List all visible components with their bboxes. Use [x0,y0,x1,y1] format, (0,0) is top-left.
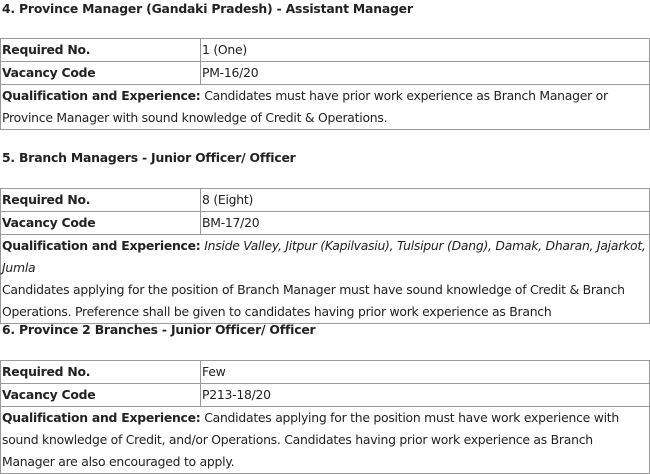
vacancy-section-4 [0,0,650,130]
vacancy-code-label: Vacancy Code [1,62,201,85]
required-no-label: Required No. [1,361,201,384]
vacancy-code-value: PM-16/20 [201,62,650,85]
section-heading: 4. Province Manager (Gandaki Pradesh) - Assistant Manager [2,1,413,16]
qualification-cell [1,85,650,130]
vacancy-table [0,38,650,130]
section-heading: 6. Province 2 Branches - Junior Officer/ Officer [2,322,316,337]
table-row [1,235,650,324]
qualification-locations: Inside Valley, Jitpur (Kapilvasiu), Tulsipur (Dang), Damak, Dharan, Jajarkot, Jumla [2,238,646,275]
vacancy-code-value: BM-17/20 [201,212,650,235]
table-row [1,212,650,235]
table-row [1,62,650,85]
required-no-value: Few [201,361,650,384]
qualification-cell [1,235,650,324]
table-row [1,39,650,62]
table-row [1,189,650,212]
qualification-text: Candidates applying for the position must have work experience with sound knowledge of Credit, and/or Operations. Candidates having prior work experience as Branch Manager are also encouraged to apply. [2,410,619,469]
vacancy-section-6 [0,322,650,474]
qualification-label: Qualification and Experience: [2,410,201,425]
qualification-text: Candidates applying for the position of Branch Manager must have sound knowledge of Credit & Branch Operations. Preference shall be given to candidates having prior work experience as Branch [2,282,625,319]
required-no-value: 8 (Eight) [201,189,650,212]
qualification-cell [1,407,650,474]
vacancy-code-value: P213-18/20 [201,384,650,407]
vacancy-code-label: Vacancy Code [1,384,201,407]
qualification-label: Qualification and Experience: [2,238,201,253]
vacancy-table [0,188,650,324]
table-row [1,407,650,474]
vacancy-table [0,360,650,474]
vacancy-section-5 [0,150,650,324]
required-no-label: Required No. [1,189,201,212]
section-heading: 5. Branch Managers - Junior Officer/ Officer [2,150,296,165]
qualification-text: Candidates must have prior work experience as Branch Manager or Province Manager with sound knowledge of Credit & Operations. [2,88,608,125]
vacancy-code-label: Vacancy Code [1,212,201,235]
required-no-value: 1 (One) [201,39,650,62]
qualification-label: Qualification and Experience: [2,88,201,103]
table-row [1,361,650,384]
table-row [1,384,650,407]
table-row [1,85,650,130]
required-no-label: Required No. [1,39,201,62]
